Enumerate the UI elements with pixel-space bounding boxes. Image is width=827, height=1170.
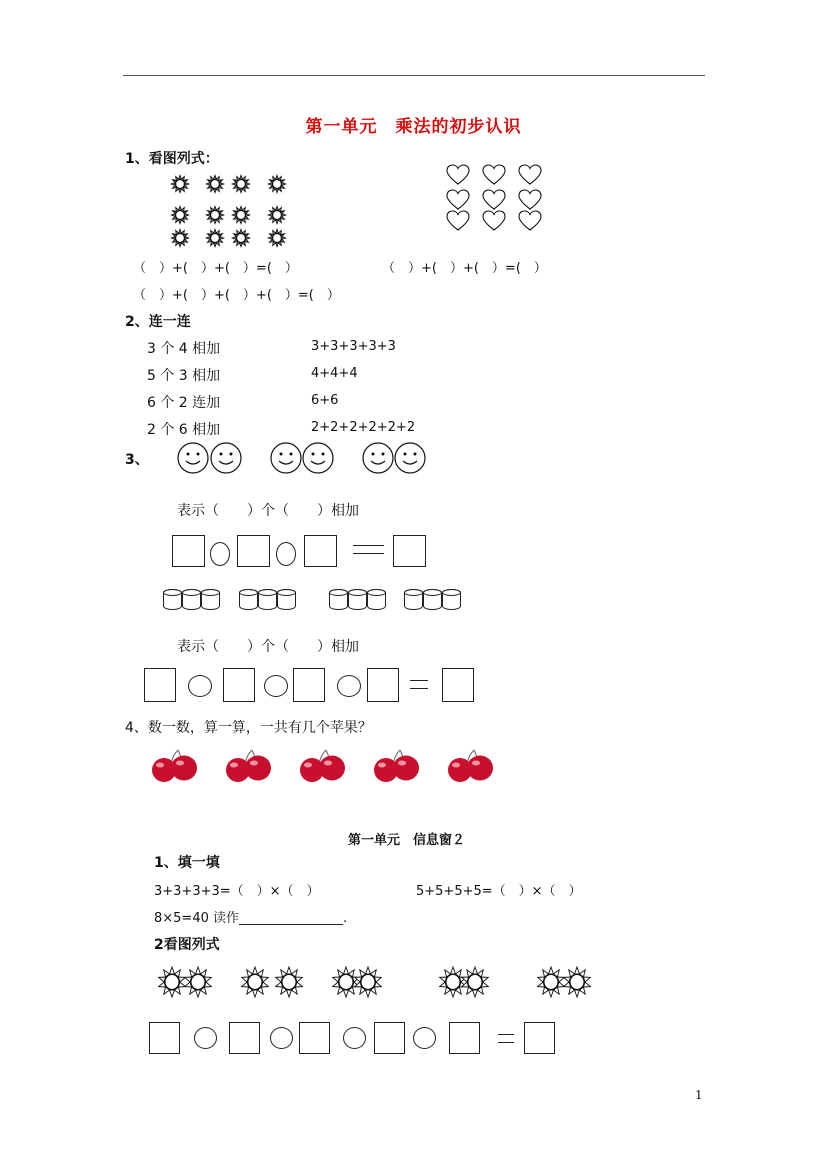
read-line: 8×5=40 读作________________. <box>154 911 348 926</box>
sun-icon <box>206 229 224 247</box>
q2-right-2: 4+4+4 <box>311 366 358 381</box>
heart-icon <box>446 164 470 185</box>
q1-row-a: （ ）+( ）+( ）=( ） <box>133 261 298 276</box>
answer-box[interactable] <box>449 1022 480 1054</box>
q1-heading: 1、看图列式： <box>125 151 219 167</box>
operator-circle[interactable] <box>343 1027 366 1049</box>
q2-left-3: 6 个 2 连加 <box>147 395 221 411</box>
operator-circle[interactable] <box>337 675 361 697</box>
answer-box[interactable] <box>304 535 337 567</box>
heart-icon <box>482 210 506 231</box>
cylinder-icon <box>442 589 461 610</box>
sun-icon <box>232 175 250 193</box>
heart-icon <box>518 164 542 185</box>
answer-box[interactable] <box>229 1022 260 1054</box>
fill-a: 3+3+3+3=（ ）×（ ） <box>154 884 320 899</box>
cherry-icon <box>372 748 420 784</box>
cherry-icon <box>446 748 494 784</box>
answer-box[interactable] <box>293 668 325 702</box>
cylinder-icon <box>277 589 296 610</box>
answer-box[interactable] <box>374 1022 405 1054</box>
spiky-sun-icon <box>158 966 186 998</box>
heart-icon <box>518 210 542 231</box>
header-rule <box>123 75 705 76</box>
q1-row-c: （ ）+( ）+( ）+( ）=( ） <box>133 288 340 303</box>
spiky-sun-icon <box>461 966 489 998</box>
q2-left-1: 3 个 4 相加 <box>147 341 221 357</box>
sun-icon <box>171 175 189 193</box>
q3-express-2: 表示（ ）个（ ）相加 <box>177 639 359 655</box>
sun-icon <box>268 206 286 224</box>
sun-icon <box>206 206 224 224</box>
cylinder-icon <box>163 589 182 610</box>
answer-box[interactable] <box>223 668 255 702</box>
smiley-icon <box>177 442 209 474</box>
answer-box[interactable] <box>149 1022 180 1054</box>
sun-icon <box>171 229 189 247</box>
spiky-sun-icon <box>184 966 212 998</box>
answer-box[interactable] <box>524 1022 555 1054</box>
look-heading: 2看图列式 <box>154 937 220 953</box>
operator-circle[interactable] <box>188 675 212 697</box>
cylinder-icon <box>404 589 423 610</box>
cylinder-icon <box>367 589 386 610</box>
heart-icon <box>518 189 542 210</box>
heart-icon <box>482 164 506 185</box>
cylinder-icon <box>348 589 367 610</box>
sun-icon <box>171 206 189 224</box>
operator-circle[interactable] <box>413 1027 436 1049</box>
equals-sign <box>410 680 428 689</box>
answer-box[interactable] <box>172 535 205 567</box>
cylinder-icon <box>201 589 220 610</box>
q2-right-1: 3+3+3+3+3 <box>311 339 396 354</box>
cylinder-icon <box>182 589 201 610</box>
equals-sign <box>498 1034 514 1043</box>
operator-circle[interactable] <box>194 1027 217 1049</box>
q2-left-2: 5 个 3 相加 <box>147 368 221 384</box>
sun-icon <box>268 229 286 247</box>
heart-icon <box>482 189 506 210</box>
heart-icon <box>446 189 470 210</box>
spiky-sun-icon <box>537 966 565 998</box>
operator-oval[interactable] <box>276 542 296 566</box>
answer-box[interactable] <box>299 1022 330 1054</box>
q4-heading: 4、数一数，算一算，一共有几个苹果？ <box>125 720 372 736</box>
answer-box[interactable] <box>442 668 474 702</box>
fill-b: 5+5+5+5=（ ）×（ ） <box>416 884 582 899</box>
sun-icon <box>268 175 286 193</box>
spiky-sun-icon <box>563 966 591 998</box>
q3-express-1: 表示（ ）个（ ）相加 <box>177 503 359 519</box>
spiky-sun-icon <box>354 966 382 998</box>
answer-box[interactable] <box>367 668 399 702</box>
smiley-icon <box>394 442 426 474</box>
section2-title: 第一单元 信息窗２ <box>348 833 466 848</box>
smiley-icon <box>270 442 302 474</box>
operator-oval[interactable] <box>210 542 230 566</box>
smiley-icon <box>210 442 242 474</box>
sun-icon <box>206 175 224 193</box>
heart-icon <box>446 210 470 231</box>
page-title: 第一单元 乘法的初步认识 <box>305 117 522 137</box>
fill-heading: 1、填一填 <box>154 855 220 871</box>
cylinder-icon <box>329 589 348 610</box>
answer-box[interactable] <box>393 535 426 567</box>
page-number: 1 <box>695 1088 703 1102</box>
q2-right-4: 2+2+2+2+2+2 <box>311 420 416 435</box>
cylinder-icon <box>423 589 442 610</box>
q3-heading: 3、 <box>125 452 149 468</box>
smiley-icon <box>302 442 334 474</box>
cherry-icon <box>150 748 198 784</box>
answer-box[interactable] <box>237 535 270 567</box>
q1-row-b: （ ）+( ）+( ）=( ） <box>382 261 547 276</box>
q2-heading: 2、连一连 <box>125 314 191 330</box>
smiley-icon <box>362 442 394 474</box>
cherry-icon <box>298 748 346 784</box>
operator-circle[interactable] <box>270 1027 293 1049</box>
q2-left-4: 2 个 6 相加 <box>147 422 221 438</box>
sun-icon <box>232 206 250 224</box>
spiky-sun-icon <box>275 966 303 998</box>
sun-icon <box>232 229 250 247</box>
cherry-icon <box>224 748 272 784</box>
operator-circle[interactable] <box>264 675 288 697</box>
cylinder-icon <box>258 589 277 610</box>
spiky-sun-icon <box>241 966 269 998</box>
q2-right-3: 6+6 <box>311 393 339 408</box>
answer-box[interactable] <box>144 668 176 702</box>
cylinder-icon <box>239 589 258 610</box>
equals-sign <box>353 545 384 554</box>
